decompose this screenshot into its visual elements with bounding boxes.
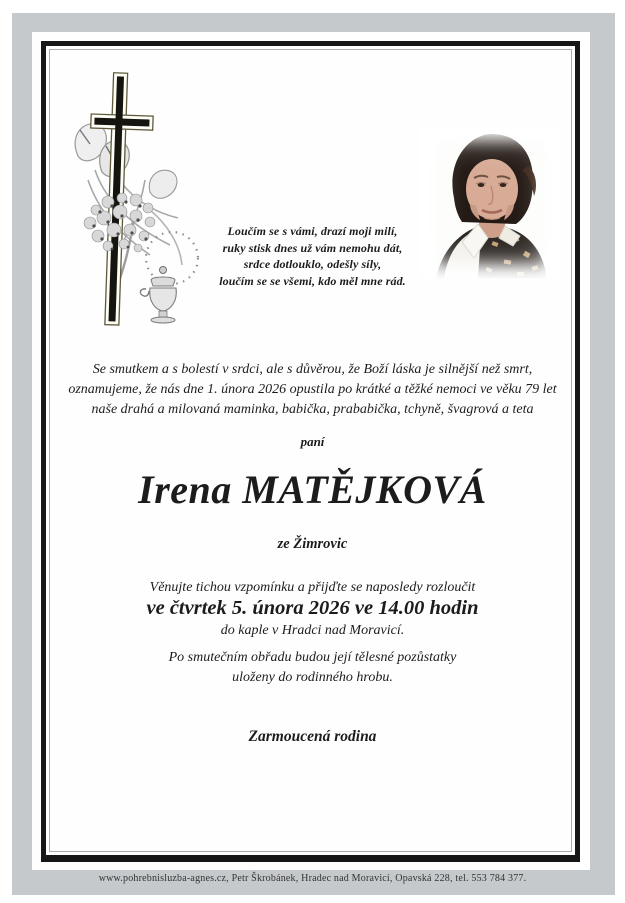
invitation-line: Věnujte tichou vzpomínku a přijďte se naposledy rozloučit <box>149 580 476 595</box>
announcement-line: naše drahá a milovaná maminka, babička, prababička, tchyně, švagrová a teta <box>91 402 534 417</box>
funeral-service-contact: www.pohrebnisluzba-agnes.cz, Petr Škrobánek, Hradec nad Moravicí, Opavská 228, tel. 553 784 377. <box>98 873 527 884</box>
cross-icon <box>50 60 210 340</box>
announcement-line: Se smutkem a s bolestí v srdci, ale s důvěrou, že Boží láska je silnější než smrt, <box>92 362 533 377</box>
poem-line: ruky stisk dnes už vám nemohu dát, <box>222 240 403 255</box>
origin-line: ze Žimrovic <box>277 536 348 552</box>
farewell-poem <box>0 223 625 289</box>
deceased-name: Irena MATĚJKOVÁ <box>138 467 487 512</box>
ceremony-date-line: ve čtvrtek 5. února 2026 ve 14.00 hodin <box>146 597 479 619</box>
honorific: paní <box>300 434 325 449</box>
death-announcement <box>0 360 625 420</box>
poem-line: Loučím se s vámi, drazí moji milí, <box>227 224 398 238</box>
burial-line: uloženy do rodinného hrobu. <box>232 669 393 685</box>
burial-notice <box>0 648 625 687</box>
poem-line: loučím se se všemi, kdo měl mne rád. <box>219 273 406 288</box>
poem-line: srdce dotlouklo, odešly síly, <box>243 257 382 271</box>
burial-line: Po smutečním obřadu budou její tělesné pozůstatky <box>168 650 457 665</box>
family-signature: Zarmoucená rodina <box>248 728 377 745</box>
announcement-line: oznamujeme, že nás dne 1. února 2026 opustila po krátké a těžké nemoci ve věku 79 let <box>68 382 557 397</box>
ceremony-place-line: do kaple v Hradci nad Moravicí. <box>220 623 405 638</box>
cross-and-flowers-illustration <box>50 60 210 340</box>
